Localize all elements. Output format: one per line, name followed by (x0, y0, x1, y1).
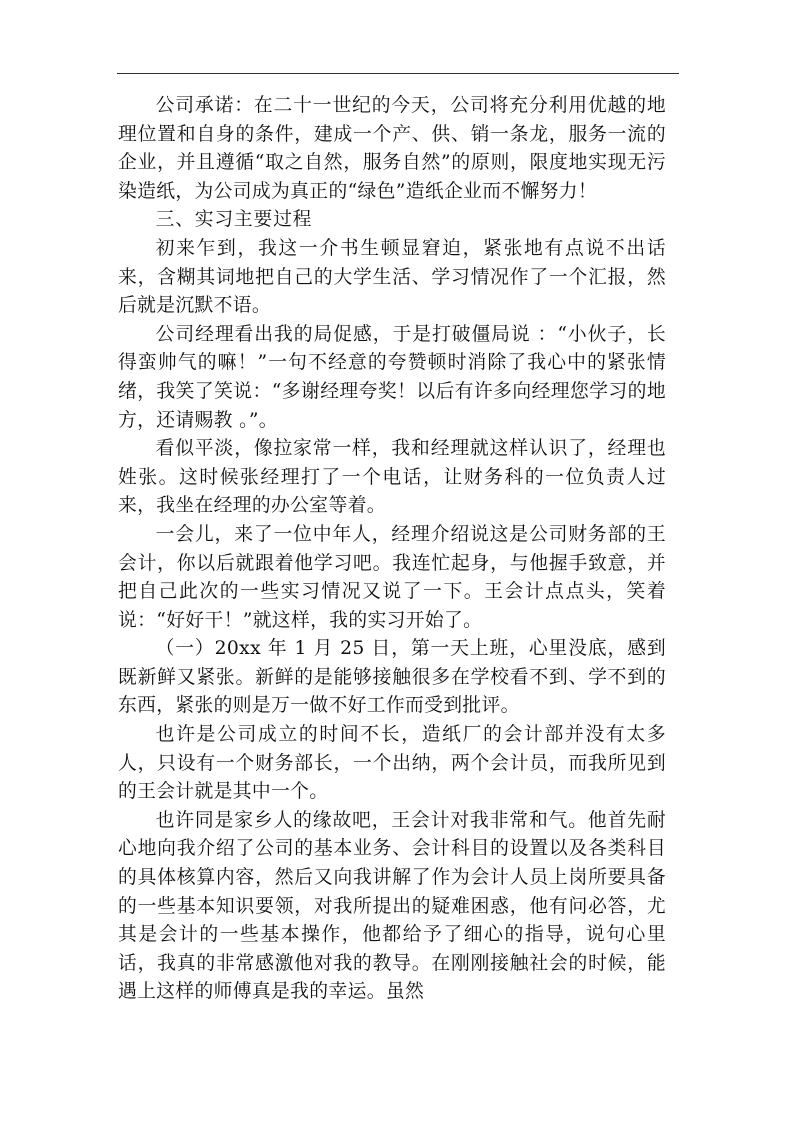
paragraph-manager-remark: 公司经理看出我的局促感，于是打破僵局说 ：“小伙子，长得蛮帅气的嘛！”一句不经意的夸赞顿时消除了我心中的紧张情绪，我笑了笑说：“多谢经理夸奖！以后有许多向经理您学习的地方，还请赐教 。”。 (118, 323, 666, 431)
paragraph-accountant-intro: 一会儿，来了一位中年人，经理介绍说这是公司财务部的王会计，你以后就跟着他学习吧。我连忙起身，与他握手致意，并把自己此次的一些实习情况又说了一下。王会计点点头，笑着说：“好好干！”就这样，我的实习开始了。 (118, 523, 666, 631)
paragraph-accounting-department: 也许是公司成立的时间不长，造纸厂的会计部并没有太多人，只设有一个财务部长，一个出纳，两个会计员，而我所见到的王会计就是其中一个。 (118, 724, 666, 803)
section-heading-internship-process: 三、实习主要过程 (155, 209, 313, 231)
header-rule (117, 73, 679, 74)
paragraph-first-day: （一）20xx 年 1 月 25 日，第一天上班，心里没底，感到既新鲜又紧张。新鲜的是能够接触很多在学校看不到、学不到的东西，紧张的则是万一做不好工作而受到批评。 (118, 638, 666, 717)
paragraph-first-arrival: 初来乍到，我这一介书生顿显窘迫，紧张地有点说不出话来，含糊其词地把自己的大学生活、学习情况作了一个汇报，然后就是沉默不语。 (118, 237, 666, 317)
paragraph-mentor-guidance: 也许同是家乡人的缘故吧，王会计对我非常和气。他首先耐心地向我介绍了公司的基本业务、会计科目的设置以及各类科目的具体核算内容，然后又向我讲解了作为会计人员上岗所要具备的一些基本知识要领，对我所提出的疑难困惑，他有问必答，尤其是会计的一些基本操作，他都给予了细心的指导，说句心里话，我真的非常感激他对我的教导。在刚刚接触社会的时候，能遇上这样的师傅真是我的幸运。虽然 (118, 809, 666, 1003)
paragraph-company-commitment: 公司承诺：在二十一世纪的今天，公司将充分利用优越的地理位置和自身的条件，建成一个产、供、销一条龙，服务一流的企业，并且遵循“取之自然，服务自然”的原则，限度地实现无污染造纸，为公司成为真正的“绿色”造纸企业而不懈努力！ (118, 95, 666, 202)
document-body (118, 92, 666, 1007)
paragraph-meeting-manager: 看似平淡，像拉家常一样，我和经理就这样认识了，经理也姓张。这时候张经理打了一个电话，让财务科的一位负责人过来，我坐在经理的办公室等着。 (118, 438, 666, 517)
